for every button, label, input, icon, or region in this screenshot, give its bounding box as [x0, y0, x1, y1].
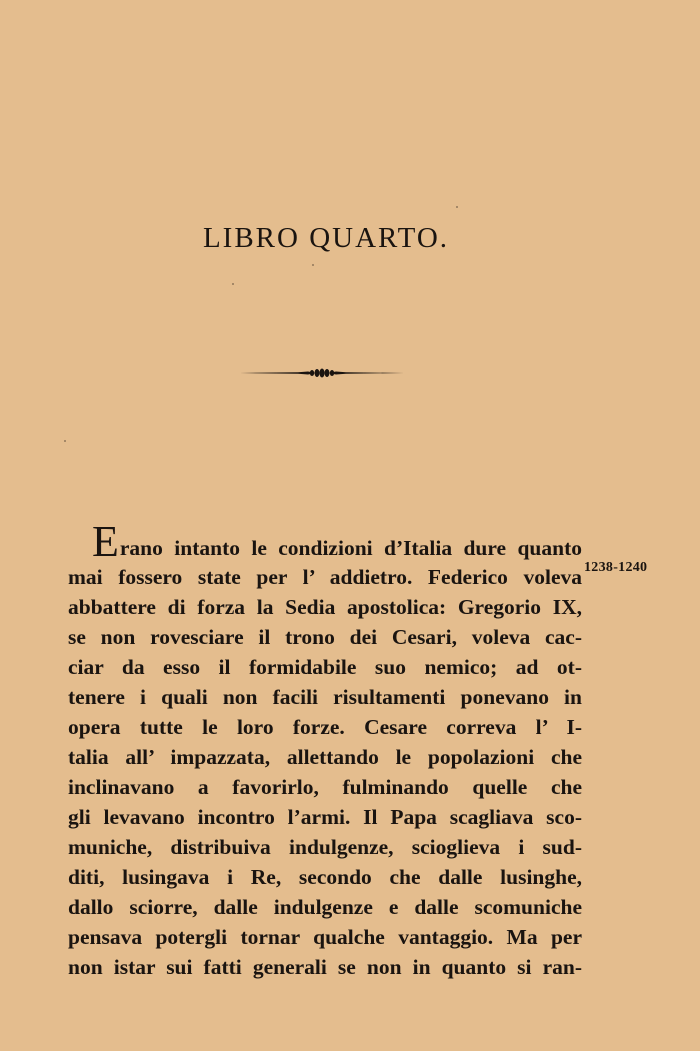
paragraph-line: tenere i quali non facili risultamenti ponevano in	[68, 685, 582, 709]
paper-speck	[456, 206, 458, 208]
paper-speck	[312, 264, 314, 266]
paragraph-line: abbattere di forza la Sedia apostolica: Gregorio IX,	[68, 595, 582, 619]
paper-speck	[232, 283, 234, 285]
paragraph-line: se non rovesciare il trono dei Cesari, voleva cac-	[68, 625, 582, 649]
margin-date-note: 1238-1240	[584, 560, 648, 575]
paragraph-line: muniche, distribuiva indulgenze, scioglieva i sud-	[68, 835, 582, 859]
paragraph-line: mai fossero state per l’ addietro. Federico voleva	[68, 565, 582, 589]
paragraph	[68, 517, 582, 982]
paragraph-line: diti, lusingava i Re, secondo che dalle lusinghe,	[68, 865, 582, 889]
chapter-title: LIBRO QUARTO.	[202, 222, 450, 254]
line-text: rano intanto le condizioni d’Italia dure quanto	[119, 536, 582, 560]
paper-speck	[64, 440, 66, 442]
paragraph-line: talia all’ impazzata, allettando le popolazioni che	[68, 745, 582, 769]
paragraph-line	[68, 517, 582, 566]
paragraph-line: pensava potergli tornar qualche vantaggio. Ma per	[68, 925, 582, 949]
paragraph-line: non istar sui fatti generali se non in quanto si ran-	[68, 955, 582, 979]
paragraph-line: inclinavano a favorirlo, fulminando quelle che	[68, 775, 582, 799]
paragraph-line: gli levavano incontro l’armi. Il Papa scagliava sco-	[68, 805, 582, 829]
paragraph-line: dallo sciorre, dalle indulgenze e dalle scomuniche	[68, 895, 582, 919]
paragraph-line: opera tutte le loro forze. Cesare correva l’ I-	[68, 715, 582, 739]
rule-ornament-icon	[238, 364, 406, 382]
drop-cap: E	[92, 517, 119, 566]
paragraph-line: ciar da esso il formidabile suo nemico; ad ot-	[68, 655, 582, 679]
